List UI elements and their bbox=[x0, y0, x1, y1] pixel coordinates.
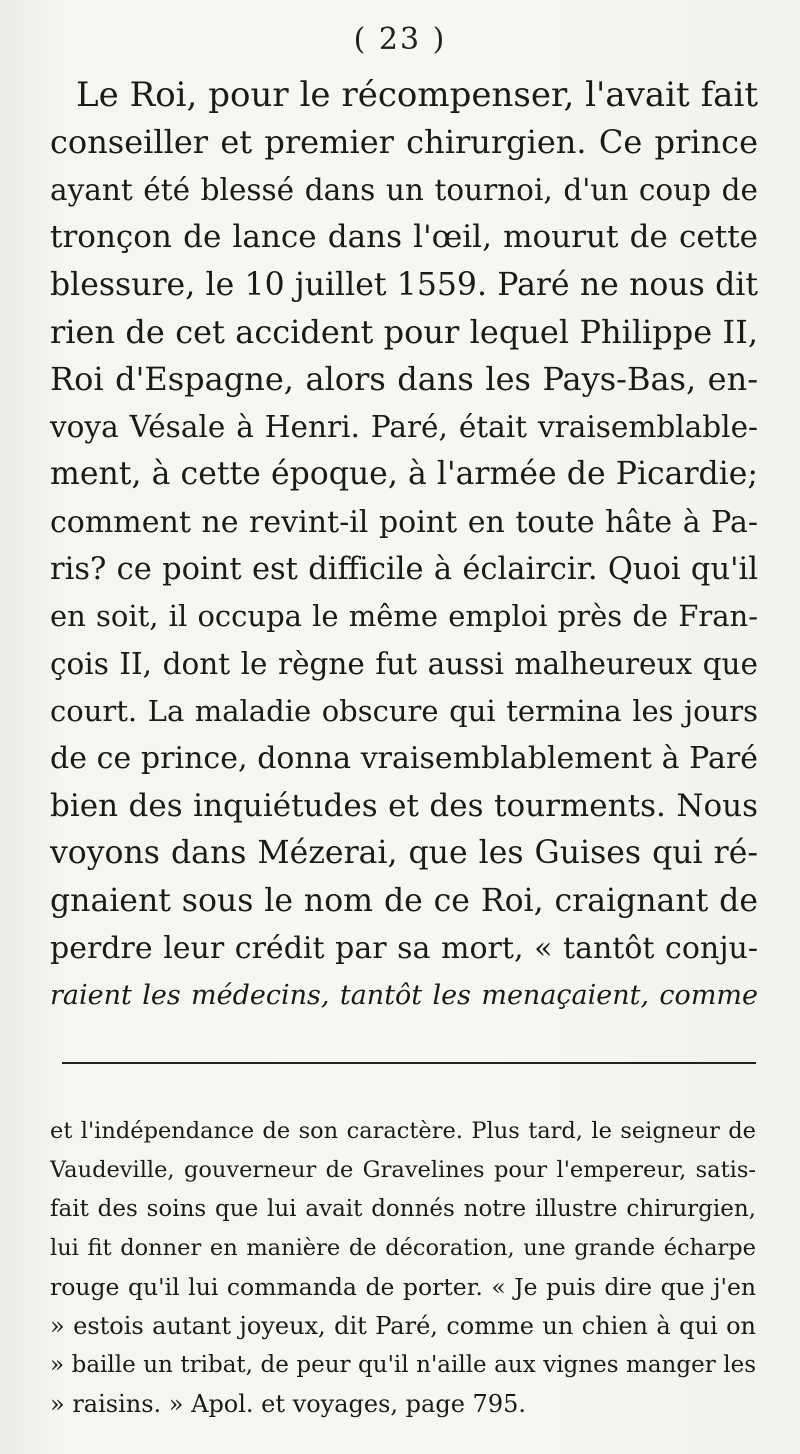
text-line: ayant été blessé dans un tournoi, d'un coup de bbox=[50, 172, 758, 207]
text-line: tronçon de lance dans l'œil, mourut de cette bbox=[50, 219, 758, 256]
text-line: ris? ce point est difficile à éclaircir. Quoi qu'il bbox=[50, 551, 758, 587]
footnote-line: fait des soins que lui avait donnés notre illustre chirurgien, bbox=[50, 1196, 756, 1222]
footnote-line: » baille un tribat, de peur qu'il n'aille aux vignes manger les bbox=[50, 1352, 756, 1378]
footnote-divider bbox=[62, 1062, 756, 1064]
text-line: perdre leur crédit par sa mort, « tantôt conju- bbox=[50, 931, 758, 967]
text-line: çois II, dont le règne fut aussi malheureux que bbox=[50, 646, 758, 681]
text-line: voya Vésale à Henri. Paré, était vraisemblable- bbox=[50, 409, 758, 444]
text-line: conseiller et premier chirurgien. Ce prince bbox=[50, 123, 758, 162]
text-line: de ce prince, donna vraisemblablement à Paré bbox=[50, 741, 758, 777]
text-line: court. La maladie obscure qui termina les jours bbox=[50, 694, 758, 729]
text-line: Roi d'Espagne, alors dans les Pays-Bas, en- bbox=[50, 360, 758, 399]
text-line: gnaient sous le nom de ce Roi, craignant de bbox=[50, 882, 758, 919]
text-line: raient les médecins, tantôt les menaçaient, comme bbox=[50, 980, 758, 1012]
footnote-line: Vaudeville, gouverneur de Gravelines pour l'empereur, satis- bbox=[50, 1157, 756, 1183]
main-text-block bbox=[50, 72, 758, 1020]
text-line: ment, à cette époque, à l'armée de Picardie; bbox=[50, 456, 758, 493]
footnote-line: » raisins. » Apol. et voyages, page 795. bbox=[50, 1390, 526, 1418]
text-line: comment ne revint-il point en toute hâte à Pa- bbox=[50, 504, 758, 540]
text-line: blessure, le 10 juillet 1559. Paré ne nous dit bbox=[50, 266, 758, 303]
footnote-line: et l'indépendance de son caractère. Plus tard, le seigneur de bbox=[50, 1118, 756, 1144]
footnote-block bbox=[50, 1112, 756, 1424]
text-line: Le Roi, pour le récompenser, l'avait fait bbox=[76, 75, 758, 115]
footnote-line: rouge qu'il lui commanda de porter. « Je puis dire que j'en bbox=[50, 1273, 756, 1301]
text-line: voyons dans Mézerai, que les Guises qui ré- bbox=[50, 835, 758, 872]
text-line: en soit, il occupa le même emploi près de Fran- bbox=[50, 599, 758, 634]
footnote-line: » estois autant joyeux, dit Paré, comme un chien à qui on bbox=[50, 1312, 756, 1340]
text-line: bien des inquiétudes et des tourments. Nous bbox=[50, 787, 758, 824]
text-line: rien de cet accident pour lequel Philippe II, bbox=[50, 312, 758, 351]
page-number: ( 23 ) bbox=[353, 22, 447, 57]
footnote-line: lui fit donner en manière de décoration, une grande écharpe bbox=[50, 1235, 756, 1261]
